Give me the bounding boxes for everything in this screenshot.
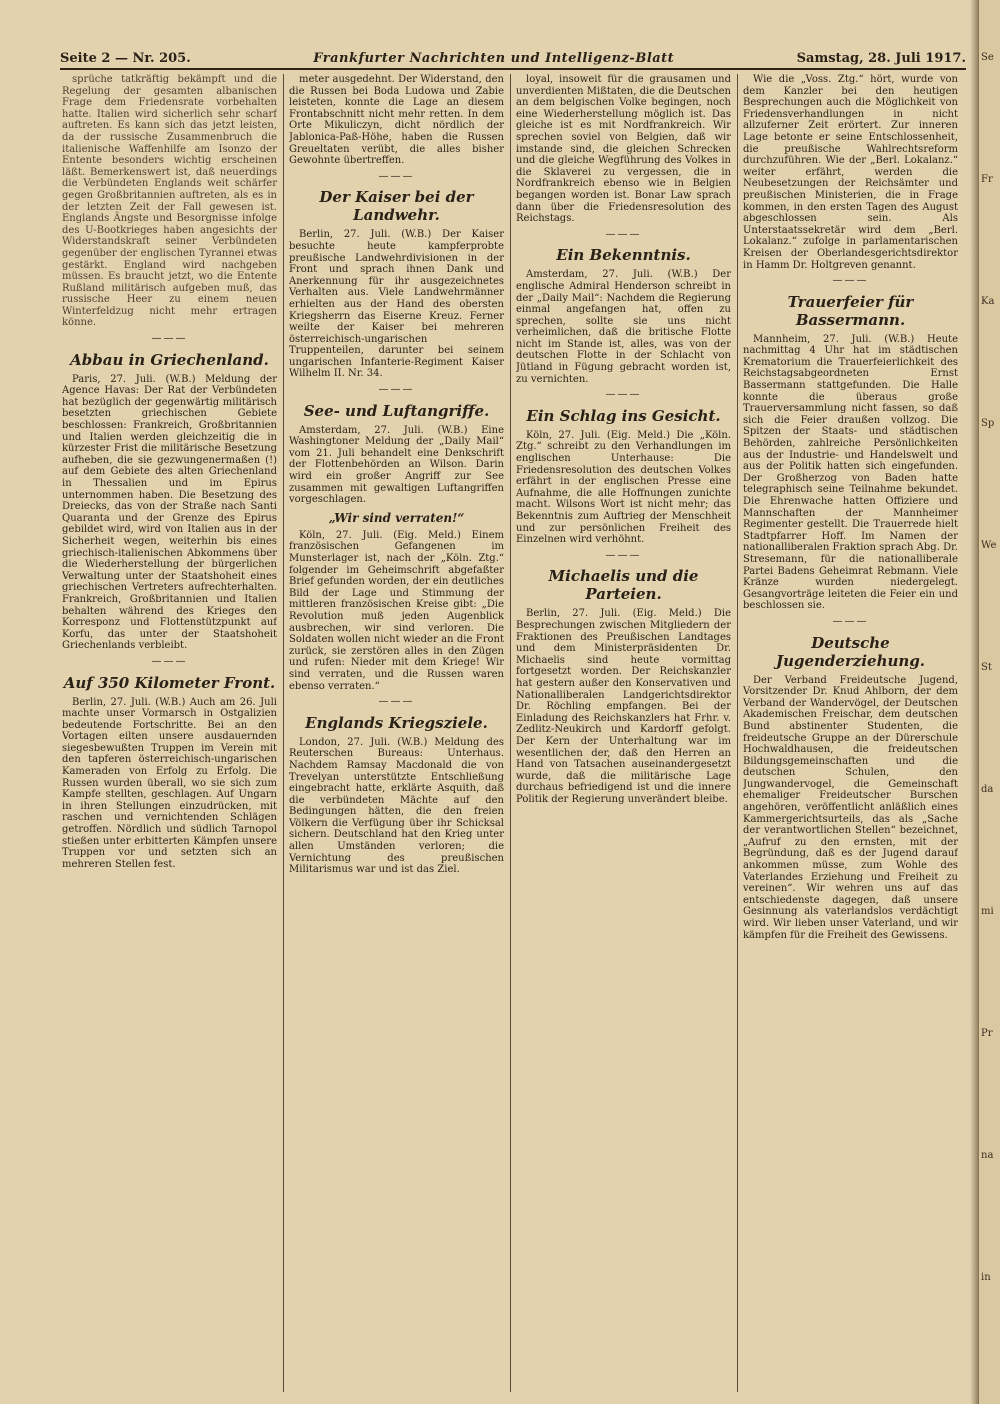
adjacent-page-fragment: na	[981, 1150, 994, 1161]
page-header	[60, 44, 966, 66]
headline-ein-bekenntnis: Ein Bekenntnis.	[556, 246, 691, 265]
separator: ———	[605, 549, 642, 561]
column-4	[743, 74, 958, 1392]
adjacent-page-fragment: Fr	[981, 174, 993, 185]
column-3	[516, 74, 731, 1392]
article-body: Der Verband Freideutsche Jugend, Vorsitzender Dr. Knud Ahlborn, der dem Verband der Wandervögel, der Deutschen Akademischen Freischar, dem deutschen Bund abstinenter Studenten, die freideutsche Gruppe an der Dürerschule Hochwaldhausen, die freideutschen Bildungsgemeinschaften und die deutschen Schulen, den Jungwandervogel, die Gemeinschaft ehemaliger Freideutscher Burschen angehören, veröffentlicht anläßlich eines Kammergerichtsurteils, das als „Sache der verantwortlichen Stellen“ bezeichnet, „Aufruf zu den ernsten, mit der Begründung, daß es der Jugend darauf ankommen müsse, zum Wohle des Vaterlandes Erziehung und Freiheit zu vereinen“. Wir wehren uns auf das entschiedenste dagegen, daß unsere Gesinnung als vaterlandslos verdächtigt wird. Wir lieben unser Vaterland, und wir kämpfen für die Freiheit des Gewissens.	[743, 674, 958, 941]
adjacent-page-edge	[978, 0, 1000, 1404]
article-continuation: loyal, insoweit für die grausamen und unverdienten Mißtaten, die die Deutschen an dem belgischen Volke begingen, noch eine Wiederherstellung möglich ist. Das gleiche ist es mit Nordfrankreich. Wir sprechen soviel von Belgien, daß wir imstande sind, die gleichen Schrecken und die gleiche Wegführung des Volkes in die Sklaverei zu vergessen, die in Nordfrankreich ebenso wie in Belgien begangen worden ist. Bonar Law sprach dann über die Friedensresolution des Reichstags.	[516, 74, 731, 225]
separator: ———	[378, 384, 415, 396]
article-continuation: Wie die „Voss. Ztg.“ hört, wurde von dem Kanzler bei den heutigen Besprechungen auch die Möglichkeit von Friedensverhandlungen in nicht allzuferner Zeit erörtert. Zur inneren Lage betonte er seine Entschlossenheit, die preußische Wahlrechtsreform durchzuführen. Wie der „Berl. Lokalanz.“ weiter erfährt, werden die Neubesetzungen der Reichsämter und preußischen Ministerien, die in Frage kommen, in den ersten Tagen des August abgeschlossen sein. Als Unterstaatssekretär wird dem „Berl. Lokalanz.“ zufolge in parlamentarischen Kreisen der Oberlandesgerichtsdirektor in Hamm Dr. Holtgreven genannt.	[743, 74, 958, 271]
separator: ———	[151, 333, 188, 345]
page-binding-shadow	[970, 0, 978, 1404]
column-2	[289, 74, 504, 1392]
article-body: Mannheim, 27. Juli. (W.B.) Heute nachmittag 4 Uhr hat im städtischen Krematorium die Trauerfeierlichkeit des Reichstagsabgeordneten Ernst Bassermann stattgefunden. Die Halle konnte die überaus große Trauerversammlung nicht fassen, so daß sich die Feier draußen vollzog. Die Spitzen der Staats- und städtischen Behörden, zahlreiche Persönlichkeiten aus der Industrie- und Handelswelt und aus der Politik hatten sich eingefunden. Der Großherzog von Baden hatte telegraphisch seine Teilnahme bekundet. Die Ehrenwache hatten Offiziere und Mannschaften der Mannheimer Regimenter gestellt. Die Trauerrede hielt Stadtpfarrer Hoff. Im Namen der nationalliberalen Fraktion sprach Abg. Dr. Stresemann, für die nationalliberale Partei Badens Geheimrat Rebmann. Viele Kränze wurden niedergelegt. Gesangvorträge leiteten die Feier ein und beschlossen sie.	[743, 333, 958, 612]
adjacent-page-fragment: da	[981, 784, 994, 795]
adjacent-page-fragment: Se	[981, 52, 994, 63]
headline-abbau-in-griechenland: Abbau in Griechenland.	[70, 350, 269, 369]
headline-michaelis-und-die-parteien: Michaelis und die Parteien.	[548, 567, 699, 604]
adjacent-page-fragment: Ka	[981, 296, 995, 307]
column-divider	[510, 74, 511, 1392]
headline-350-kilometer-front: Auf 350 Kilometer Front.	[63, 673, 276, 692]
separator: ———	[151, 655, 188, 667]
header-masthead: Frankfurter Nachrichten und Intelligenz-Blatt	[313, 51, 675, 66]
separator: ———	[605, 228, 642, 240]
adjacent-page-fragment: St	[981, 662, 992, 673]
article-body: London, 27. Juli. (W.B.) Meldung des Reuterschen Bureaus: Unterhaus. Nachdem Ramsay Macdonald die von Trevelyan unterstützte Entschließung eingebracht hatte, erklärte Asquith, daß die verbündeten Mächte auf den Bedingungen hätten, die den freien Völkern die Verfügung über ihr Schicksal sichern. Deutschland hat den Krieg unter allen Umständen verloren; die Vernichtung des preußischen Militarismus war und ist das Ziel.	[289, 736, 504, 876]
headline-englands-kriegsziele: Englands Kriegsziele.	[305, 713, 488, 732]
column-divider	[737, 74, 738, 1392]
article-body: Berlin, 27. Juli. (W.B.) Der Kaiser besuchte heute kampferprobte preußische Landwehrdivisionen in der Front und sprach ihnen Dank und Anerkennung für ihr ausgezeichnetes Verhalten aus. Viele Landwehrmänner erhielten aus der Hand des obersten Kriegsherrn das Eiserne Kreuz. Ferner weilte der Kaiser bei mehreren österreichisch-ungarischen Truppenteilen, darunter bei seinem ungarischen Infanterie-Regiment Kaiser Wilhelm II. Nr. 34.	[289, 229, 504, 380]
adjacent-page-fragment: We	[981, 540, 997, 551]
separator: ———	[605, 389, 642, 401]
header-page-number: Seite 2 — Nr. 205.	[60, 51, 191, 66]
adjacent-page-fragment: Pr	[981, 1028, 993, 1039]
adjacent-page-fragment: mi	[981, 906, 994, 917]
headline-trauerfeier-bassermann: Trauerfeier für Bassermann.	[787, 292, 914, 329]
separator: ———	[832, 615, 869, 627]
separator: ———	[378, 170, 415, 182]
headline-kaiser-bei-der-landwehr: Der Kaiser bei der Landwehr.	[319, 188, 474, 225]
column-divider	[283, 74, 284, 1392]
article-body: Berlin, 27. Juli. (W.B.) Auch am 26. Juli machte unser Vormarsch in Ostgalizien bedeutende Fortschritte. Bei an den Vortagen eilten unsere ausdauernden siegesbewußten Truppen im Verein mit den tapferen österreichisch-ungarischen Kameraden von Erfolg zu Erfolg. Die Russen wurden überall, wo sie sich zum Kampfe stellten, geschlagen. Auf Ungarn in ihren Stellungen einzudrücken, mit raschen und vernichtenden Schlägen getroffen. Nördlich und südlich Tarnopol stießen unter erbitterten Kämpfen unsere Truppen vor und setzten sich an mehreren Stellen fest.	[62, 696, 277, 870]
article-continuation: meter ausgedehnt. Der Widerstand, den die Russen bei Boda Ludowa und Zabie leisteten, konnte die Lage an diesem Frontabschnitt nicht mehr retten. In dem Orte Mikuliczyn, dicht nördlich der Jablonica-Paß-Höhe, haben die Russen Greueltaten verübt, die alles bisher Gewohnte übertreffen.	[289, 74, 504, 167]
column-1	[62, 74, 277, 1392]
article-body: Paris, 27. Juli. (W.B.) Meldung der Agence Havas: Der Rat der Verbündeten hat bezüglich der gegenwärtig militärisch besetzten griechischen Gebiete beschlossen: Frankreich, Großbritannien und Italien werden gleichzeitig die in kürzester Frist die militärische Besetzung aufheben, die sie gezwungenermaßen (!) auf dem Gebiete des alten Griechenland in Thessalien und im Epirus unternommen haben. Die Besetzung des Dreiecks, das von der Straße nach Santi Quaranta und der Grenze des Epirus gebildet wird, wird von Italien aus in der Sicherheit wegen, weiterhin bis eines griechisch-italienischen Abkommens über die Wiederherstellung der bürgerlichen Verwaltung unter der Staatshoheit eines griechischen Vertreters aufrechterhalten. Frankreich, Großbritannien und Italien behalten während des Krieges den Korresponz und Flottenstützpunkt auf Korfu, das unter der Staatshoheit Griechenlands verbleibt.	[62, 373, 277, 652]
headline-deutsche-jugenderziehung: Deutsche Jugenderziehung.	[775, 633, 926, 670]
separator: ———	[378, 696, 415, 708]
headline-wir-sind-verraten: „Wir sind verraten!“	[328, 510, 465, 525]
header-date: Samstag, 28. Juli 1917.	[796, 51, 966, 66]
adjacent-page-fragment: in	[981, 1272, 991, 1283]
article-body: Amsterdam, 27. Juli. (W.B.) Eine Washingtoner Meldung der „Daily Mail“ vom 21. Juli behandelt eine Denkschrift der Flottenbehörden an Wilson. Darin wird ein großer Angriff zur See zusammen mit gewaltigen Luftangriffen vorgeschlagen.	[289, 424, 504, 506]
article-body: Amsterdam, 27. Juli. (W.B.) Der englische Admiral Henderson schreibt in der „Daily Mail“: Nachdem die Regierung einmal angefangen hat, offen zu sprechen, sollte sie uns nicht verheimlichen, daß die britische Flotte nicht im Stande ist, alles, was von der deutschen Flotte in der Schlacht von Jütland in Fügung gebracht worden ist, zu vernichten.	[516, 269, 731, 385]
article-body: Berlin, 27. Juli. (Eig. Meld.) Die Besprechungen zwischen Mitgliedern der Fraktionen des Preußischen Landtages und dem Ministerpräsidenten Dr. Michaelis sind heute vormittag fortgesetzt worden. Der Reichskanzler hat gestern außer den Konservativen und Nationalliberalen Landgerichtsdirektor Dr. Röchling empfangen. Bei der Einladung des Reichskanzlers hat Frhr. v. Zedlitz-Neukirch und Kardorff gefolgt. Der Kern der Unterhaltung war im wesentlichen der, daß den Herren an Hand von Tatsachen auseinandergesetzt wurde, daß die militärische Lage durchaus befriedigend ist und die innere Politik der Regierung unverändert bleibe.	[516, 608, 731, 805]
article-body: Köln, 27. Juli. (Eig. Meld.) Die „Köln. Ztg.“ schreibt zu den Verhandlungen im englischen Unterhause: Die Friedensresolution des deutschen Volkes erfährt in der englischen Presse eine Aufnahme, die alle Hoffnungen zunichte macht. Wilsons Wort ist nicht mehr; das Bekenntnis zum Auftrieg der Menschheit und zur persönlichen Freiheit des Einzelnen wird verhöhnt.	[516, 429, 731, 546]
article-body: Köln, 27. Juli. (Eig. Meld.) Einem französischen Gefangenen im Munsterlager ist, nach der „Köln. Ztg.“ folgender im Geheimschrift abgefaßter Brief gefunden worden, der ein deutliches Bild der Lage und Stimmung der mittleren französischen Kreise gibt: „Die Revolution muß jeden Augenblick ausbrechen, wir sind verloren. Die Soldaten wollen nicht wieder an die Front zurück, sie zerstören alles in den Zügen und rufen: Nieder mit dem Kriege! Wir sind verraten, und die Russen waren ebenso verraten.“	[289, 529, 504, 692]
adjacent-page-fragment: Sp	[981, 418, 995, 429]
headline-schlag-ins-gesicht: Ein Schlag ins Gesicht.	[526, 406, 721, 425]
separator: ———	[832, 275, 869, 287]
adjacent-page-fragments	[979, 52, 1000, 1284]
headline-see-und-luftangriffe: See- und Luftangriffe.	[303, 401, 490, 420]
header-divider	[60, 68, 966, 70]
article-continuation: sprüche tatkräftig bekämpft und die Regelung der gesamten albanischen Frage dem Friedensrate vorbehalten hatte. Italien wird sicherlich sehr scharf auftreten. Es kann sich das jetzt leisten, da der russische Zusammenbruch die italienische Waffenhilfe am Isonzo der Entente besonders wichtig erscheinen läßt. Bemerkenswert ist, daß neuerdings die Verbündeten Englands weit schärfer gegen Großbritannien auftreten, als es in der letzten Zeit der Fall gewesen ist. Englands Ängste und Besorgnisse infolge des U-Bootkrieges haben angesichts der Widerstandskraft seiner Verbündeten gegenüber der englischen Tyrannei etwas gestärkt. England wird nachgeben müssen. Es braucht jetzt, wo die Entente Rußland militärisch aufgeben muß, das russische Heer zu einem neuen Winterfeldzug nicht mehr ertragen könne.	[62, 74, 277, 329]
